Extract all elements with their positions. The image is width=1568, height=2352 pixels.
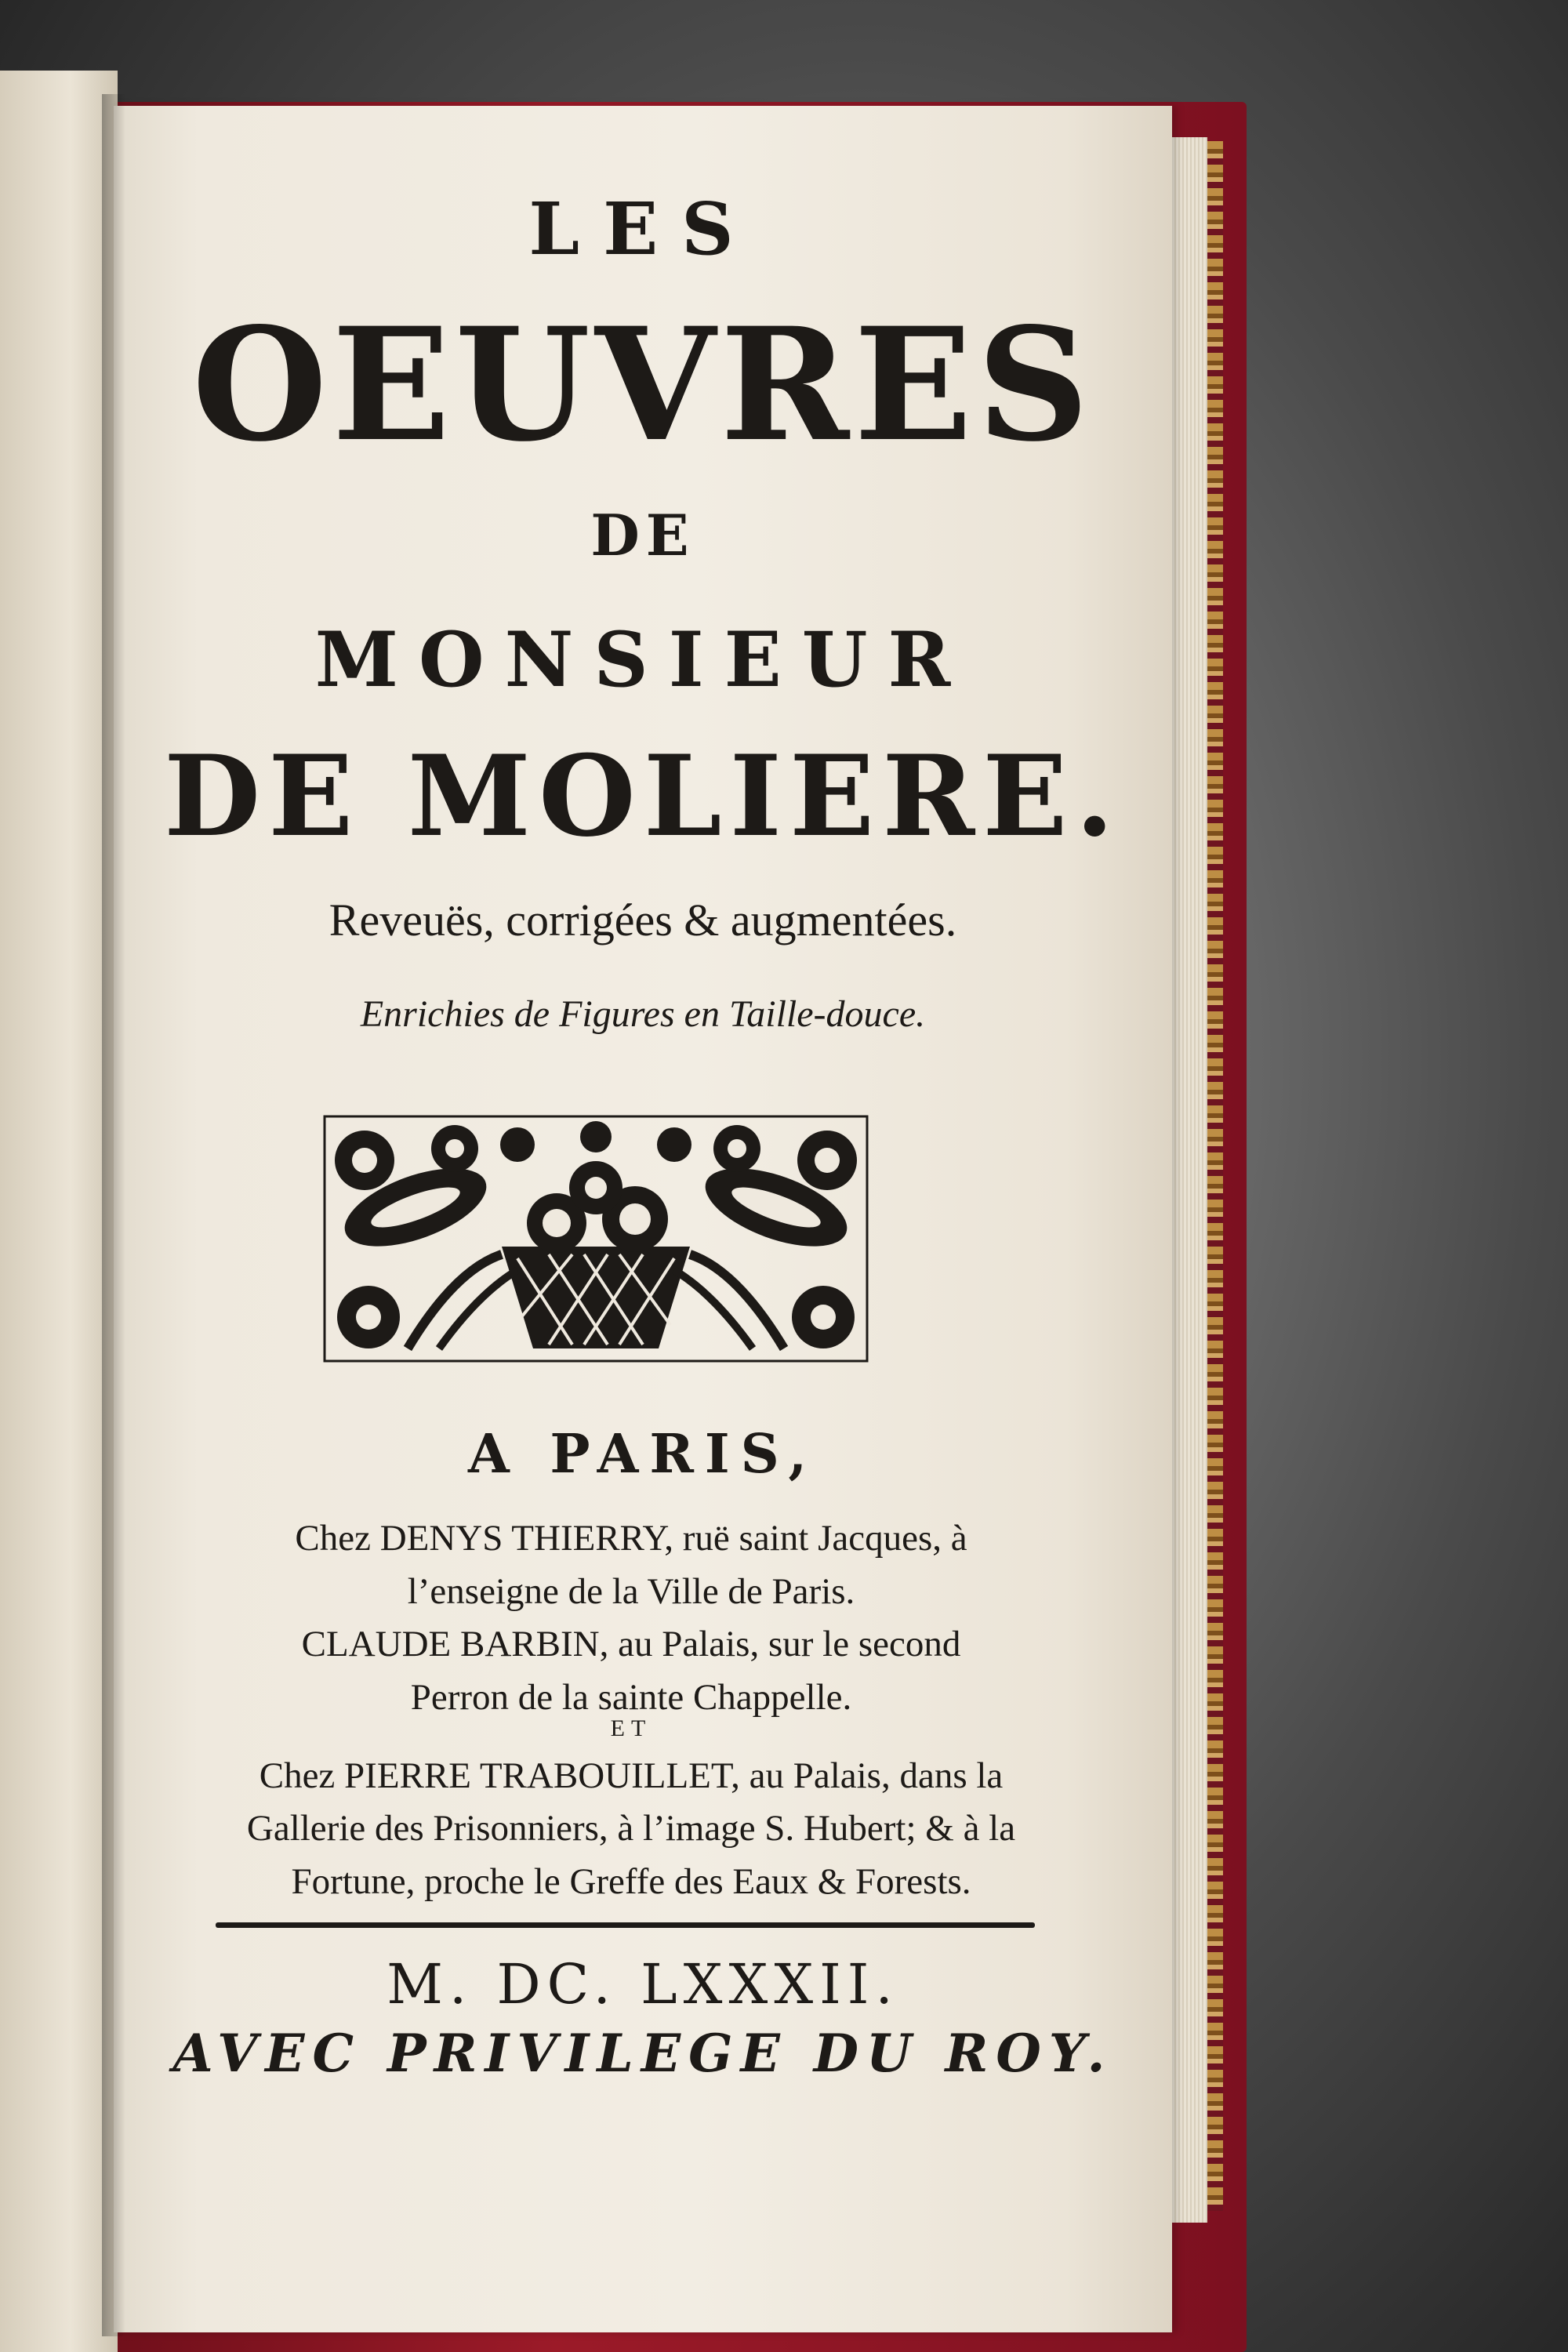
imprint-place: A PARIS, xyxy=(467,1423,818,1486)
title-de: DE xyxy=(590,502,695,568)
publication-year: M. DC. LXXXII. xyxy=(387,1952,899,2016)
subtitle-enrichies: Enrichies de Figures en Taille-douce. xyxy=(360,993,926,1035)
title-monsieur: MONSIEUR xyxy=(314,615,971,704)
royal-privilege: AVEC PRIVILEGE DU ROY. xyxy=(172,2023,1113,2084)
imprint-line-4: Perron de la sainte Chappelle. xyxy=(410,1677,852,1718)
imprint-line-6: Chez PIERRE TRABOUILLET, au Palais, dans la xyxy=(259,1755,1004,1796)
subtitle-reveues: Reveuës, corrigées & augmentées. xyxy=(328,895,957,946)
fruit-basket-woodcut-ornament xyxy=(321,1113,870,1364)
imprint-line-3: CLAUDE BARBIN, au Palais, sur le second xyxy=(301,1624,961,1664)
imprint-line-8: Fortune, proche le Greffe des Eaux & Forests. xyxy=(291,1861,971,1902)
title-moliere: DE MOLIERE. xyxy=(164,731,1122,862)
imprint-et: ET xyxy=(610,1715,652,1741)
title-les: LES xyxy=(528,187,757,271)
imprint-line-7: Gallerie des Prisonniers, à l’image S. Hubert; & à la xyxy=(246,1808,1016,1849)
imprint-line-1: Chez DENYS THIERRY, ruë saint Jacques, à xyxy=(295,1518,967,1559)
imprint-line-2: l’enseigne de la Ville de Paris. xyxy=(407,1571,855,1612)
left-page xyxy=(0,71,118,2352)
title-oeuvres: OEUVRES xyxy=(191,293,1094,476)
divider-rule xyxy=(216,1922,1035,1928)
